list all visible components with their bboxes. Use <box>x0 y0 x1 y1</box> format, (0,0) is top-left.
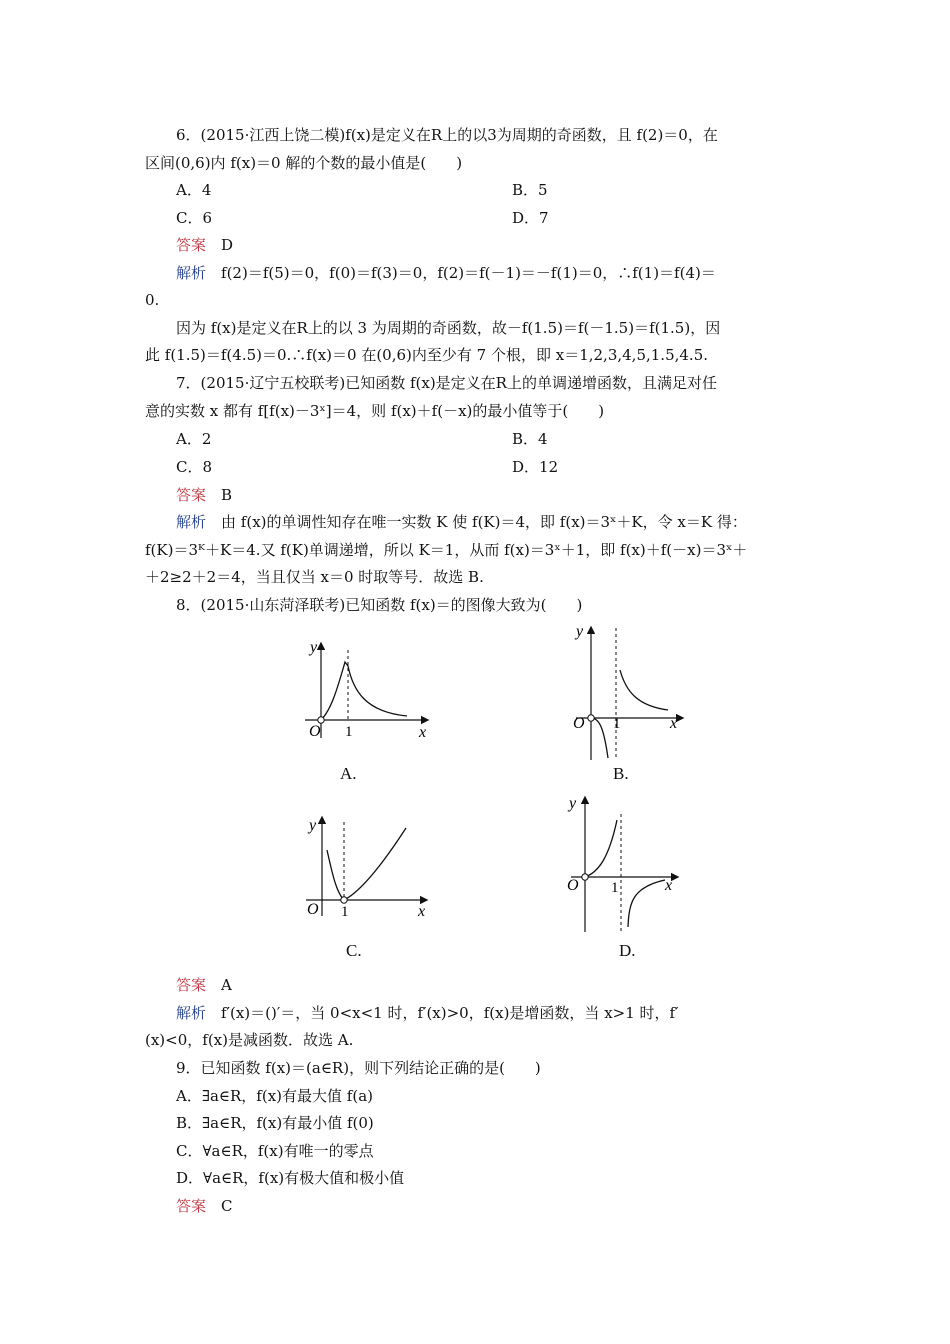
analysis-text: f(2)＝f(5)＝0，f(0)＝f(3)＝0，f(2)＝f(－1)＝－f(1)＝0，∴f(1)＝f(4)＝ <box>221 264 716 282</box>
q7-option-b: B．4 <box>512 430 548 448</box>
analysis-label: 解析 <box>176 1004 207 1022</box>
answer-value: A <box>221 976 232 994</box>
q8-line1: 8．(2015·山东菏泽联考)已知函数 f(x)＝的图像大致为( ) <box>176 596 583 614</box>
answer-value: D <box>221 236 234 254</box>
analysis-label: 解析 <box>176 264 207 282</box>
y-axis-label: y <box>569 795 577 812</box>
origin-label: O <box>309 723 321 740</box>
q9-option-a: A．∃a∈R，f(x)有最大值 f(a) <box>176 1087 373 1105</box>
graph-b <box>568 620 693 765</box>
q7-analysis-2: f(K)＝3ᴷ＋K＝4.又 f(K)单调递增，所以 K＝1，从而 f(x)＝3ˣ＋1，即 f(x)＋f(－x)＝3ˣ＋ <box>145 541 748 559</box>
x-axis-label: x <box>665 877 673 894</box>
one-label: 1 <box>611 880 619 896</box>
graph-d <box>565 792 685 937</box>
x-axis-label: x <box>670 715 678 732</box>
one-label: 1 <box>341 904 349 920</box>
q7-option-d: D．12 <box>512 458 559 476</box>
q7-line2: 意的实数 x 都有 f[f(x)－3ˣ]＝4，则 f(x)＋f(－x)的最小值等于( ) <box>145 402 605 420</box>
answer-label: 答案 <box>176 1197 207 1215</box>
analysis-text: 由 f(x)的单调性知存在唯一实数 K 使 f(K)＝4，即 f(x)＝3ˣ＋K，令 x＝K 得： <box>221 513 747 531</box>
q9-option-c: C．∀a∈R，f(x)有唯一的零点 <box>176 1142 374 1160</box>
q7-option-a: A．2 <box>176 430 212 448</box>
graph-d-label: D. <box>619 941 636 960</box>
y-axis-label: y <box>576 623 584 640</box>
q6-option-a: A．4 <box>176 181 212 199</box>
one-label: 1 <box>345 724 353 740</box>
answer-value: C <box>221 1197 233 1215</box>
x-axis-label: x <box>419 724 427 741</box>
x-axis-label: x <box>418 903 426 920</box>
origin-label: O <box>573 715 585 732</box>
origin-label: O <box>567 877 579 894</box>
q6-option-d: D．7 <box>512 209 549 227</box>
answer-value: B <box>221 486 233 504</box>
q8-analysis-2: (x)<0，f(x)是减函数．故选 A. <box>145 1031 354 1049</box>
answer-label: 答案 <box>176 486 207 504</box>
q8-answer <box>176 975 232 995</box>
q9-answer <box>176 1196 233 1216</box>
q7-analysis-1 <box>176 512 747 532</box>
q6-analysis-4: 此 f(1.5)＝f(4.5)＝0.∴f(x)＝0 在(0,6)内至少有 7 个根，即 x＝1,2,3,4,5,1.5,4.5. <box>145 346 708 364</box>
y-axis-label: y <box>310 639 318 656</box>
y-axis-label: y <box>309 817 317 834</box>
q9-line1: 9．已知函数 f(x)＝(a∈R)，则下列结论正确的是( ) <box>176 1059 541 1077</box>
answer-label: 答案 <box>176 976 207 994</box>
q6-option-c: C．6 <box>176 209 213 227</box>
graph-c <box>300 810 435 925</box>
origin-label: O <box>307 901 319 918</box>
q7-answer <box>176 485 232 505</box>
graph-a-label: A. <box>340 764 357 783</box>
answer-label: 答案 <box>176 236 207 254</box>
q8-analysis-1 <box>176 1003 679 1023</box>
q6-analysis-2: 0. <box>145 291 160 309</box>
q9-option-b: B．∃a∈R，f(x)有最小值 f(0) <box>176 1114 374 1132</box>
q6-option-b: B．5 <box>512 181 548 199</box>
q6-analysis-1 <box>176 263 716 283</box>
q6-line2: 区间(0,6)内 f(x)＝0 解的个数的最小值是( ) <box>145 154 463 172</box>
q7-option-c: C．8 <box>176 458 213 476</box>
q6-analysis-3: 因为 f(x)是定义在R上的以 3 为周期的奇函数，故－f(1.5)＝f(－1.5)＝f(1.5)，因 <box>176 319 721 337</box>
graph-a <box>295 630 440 745</box>
q9-option-d: D．∀a∈R，f(x)有极大值和极小值 <box>176 1169 405 1187</box>
analysis-label: 解析 <box>176 513 207 531</box>
q7-analysis-3: ＋2≥2＋2＝4，当且仅当 x＝0 时取等号．故选 B. <box>145 568 484 586</box>
q6-line1: 6．(2015·江西上饶二模)f(x)是定义在R上的以3为周期的奇函数，且 f(2)＝0，在 <box>176 126 718 144</box>
graph-c-label: C. <box>346 941 362 960</box>
one-label: 1 <box>613 716 621 732</box>
q7-line1: 7．(2015·辽宁五校联考)已知函数 f(x)是定义在R上的单调递增函数，且满足对任 <box>176 374 717 392</box>
q6-answer <box>176 235 233 255</box>
analysis-text: f′(x)＝()′＝，当 0<x<1 时，f′(x)>0，f(x)是增函数，当 x>1 时，f′ <box>221 1004 679 1022</box>
graph-b-label: B. <box>613 764 629 783</box>
